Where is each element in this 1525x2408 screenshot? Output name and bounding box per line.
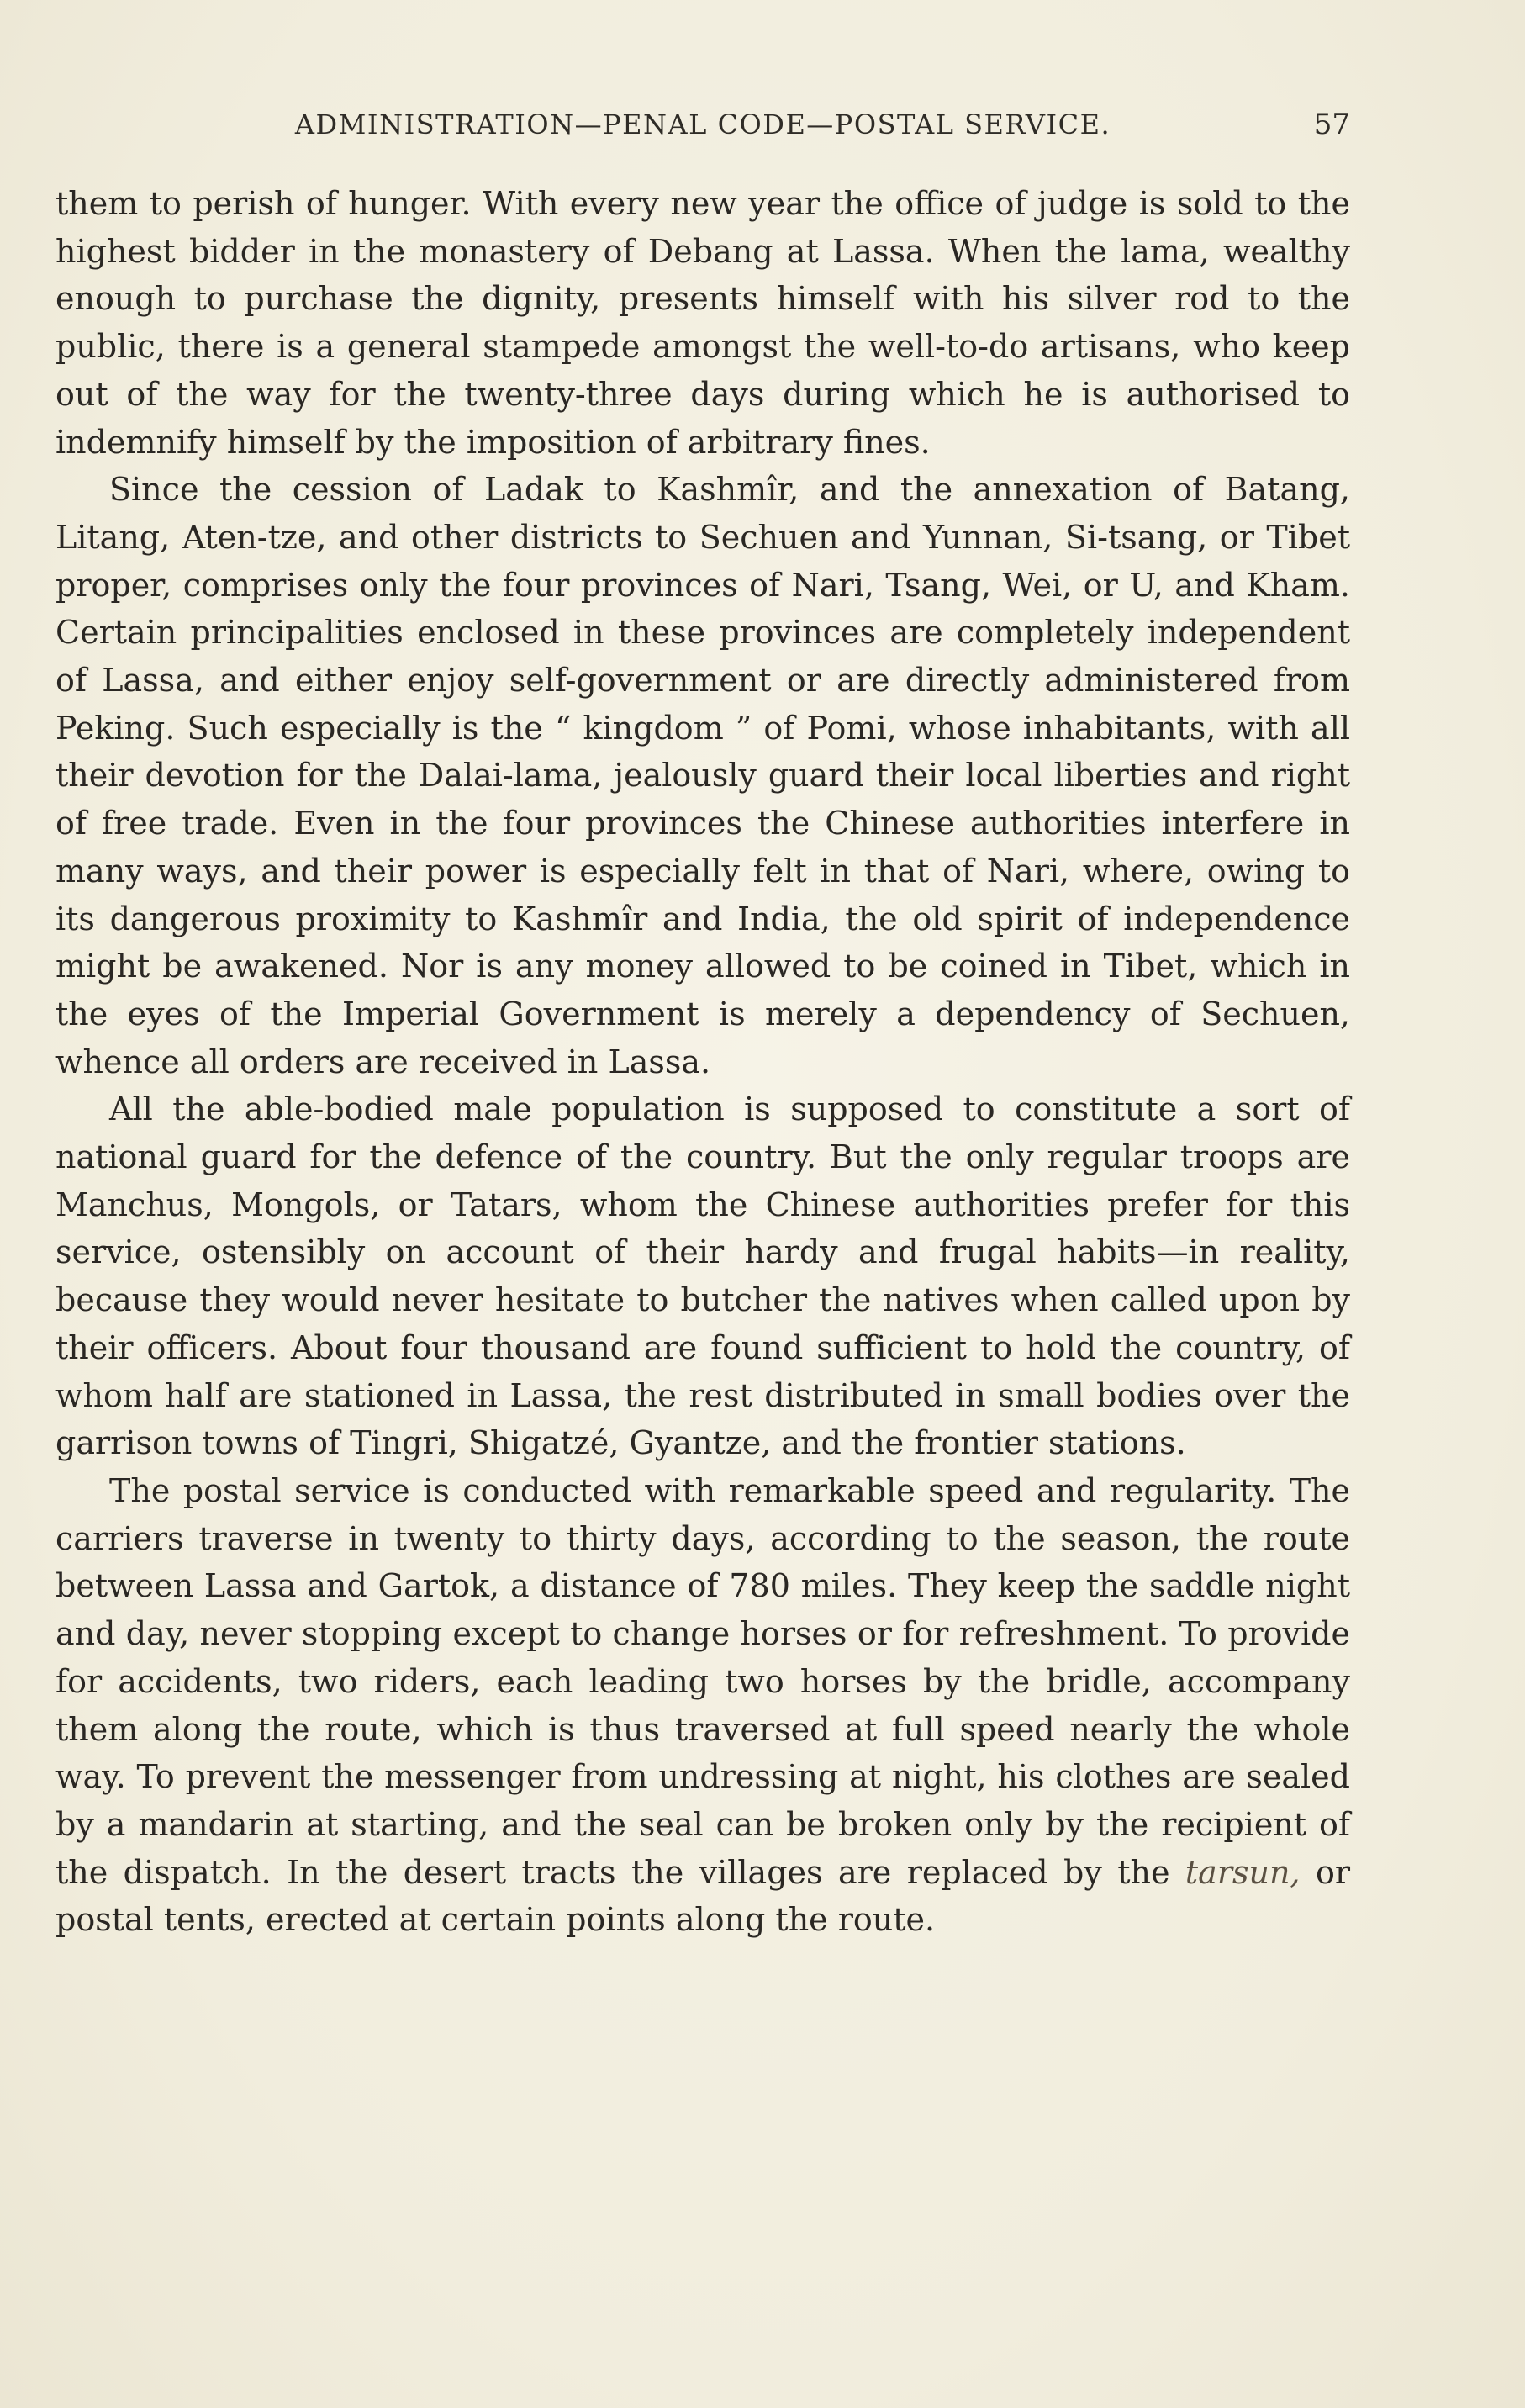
italic-term-tarsun: tarsun, <box>1185 1853 1301 1891</box>
paragraph-3: All the able-bodied male population is supposed to constitute a sort of national guard for the defence of the country. But the only regular troops are Manchus, Mongols, or Tatars, whom the Chinese authorities prefer for this service, ostensibly on account of their hardy and frugal habits—in reality, because they would never hesitate to butcher the natives when called upon by their officers. About four thousand are found sufficient to hold the country, of whom half are stationed in Lassa, the rest distributed in small bodies over the garrison towns of Tingri, Shigatzé, Gyantze, and the frontier stations. <box>55 1090 1350 1462</box>
running-title: ADMINISTRATION—PENAL CODE—POSTAL SERVICE. <box>294 108 1111 140</box>
paragraph-4 <box>55 1467 1350 1944</box>
paragraph-2: Since the cession of Ladak to Kashmîr, and the annexation of Batang, Litang, Aten-tze, and other districts to Sechuen and Yunnan, Si-tsang, or Tibet proper, comprises only the four provinces of Nari, Tsang, Wei, or U, and Kham. Certain principalities enclosed in these provinces are completely independent of Lassa, and either enjoy self-government or are directly administered from Peking. Such especially is the “ kingdom ” of Pomi, whose inhabitants, with all their devotion for the Dalai-lama, jealously guard their local liberties and right of free trade. Even in the four provinces the Chinese authorities interfere in many ways, and their power is especially felt in that of Nari, where, owing to its dangerous proximity to Kashmîr and India, the old spirit of independence might be awakened. Nor is any money allowed to be coined in Tibet, which in the eyes of the Imperial Government is merely a dependency of Sechuen, whence all orders are received in Lassa. <box>55 471 1350 1080</box>
running-head <box>55 99 1350 150</box>
paragraph-4-text-before: The postal service is conducted with remarkable speed and regularity. The carriers traverse in twenty to thirty days, according to the season, the route between Lassa and Gartok, a distance of 780 miles. They keep the saddle night and day, never stopping except to change horses or for refreshment. To provide for accidents, two riders, each leading two horses by the bridle, accompany them along the route, which is thus traversed at full speed nearly the whole way. To prevent the messenger from undressing at night, his clothes are sealed by a mandarin at starting, and the seal can be broken only by the recipient of the dispatch. In the desert tracts the villages are replaced by the <box>55 1471 1350 1891</box>
page-number: 57 <box>1313 108 1350 141</box>
body-text <box>55 180 1350 1944</box>
paragraph-4-text-after: or postal tents, erected at certain points along the route. <box>55 1853 1350 1939</box>
paragraph-1: them to perish of hunger. With every new year the office of judge is sold to the highest bidder in the monastery of Debang at Lassa. When the lama, wealthy enough to purchase the dignity, presents himself with his silver rod to the public, there is a general stampede amongst the well-to-do artisans, who keep out of the way for the twenty-three days during which he is authorised to indemnify himself by the imposition of arbitrary fines. <box>55 185 1350 461</box>
